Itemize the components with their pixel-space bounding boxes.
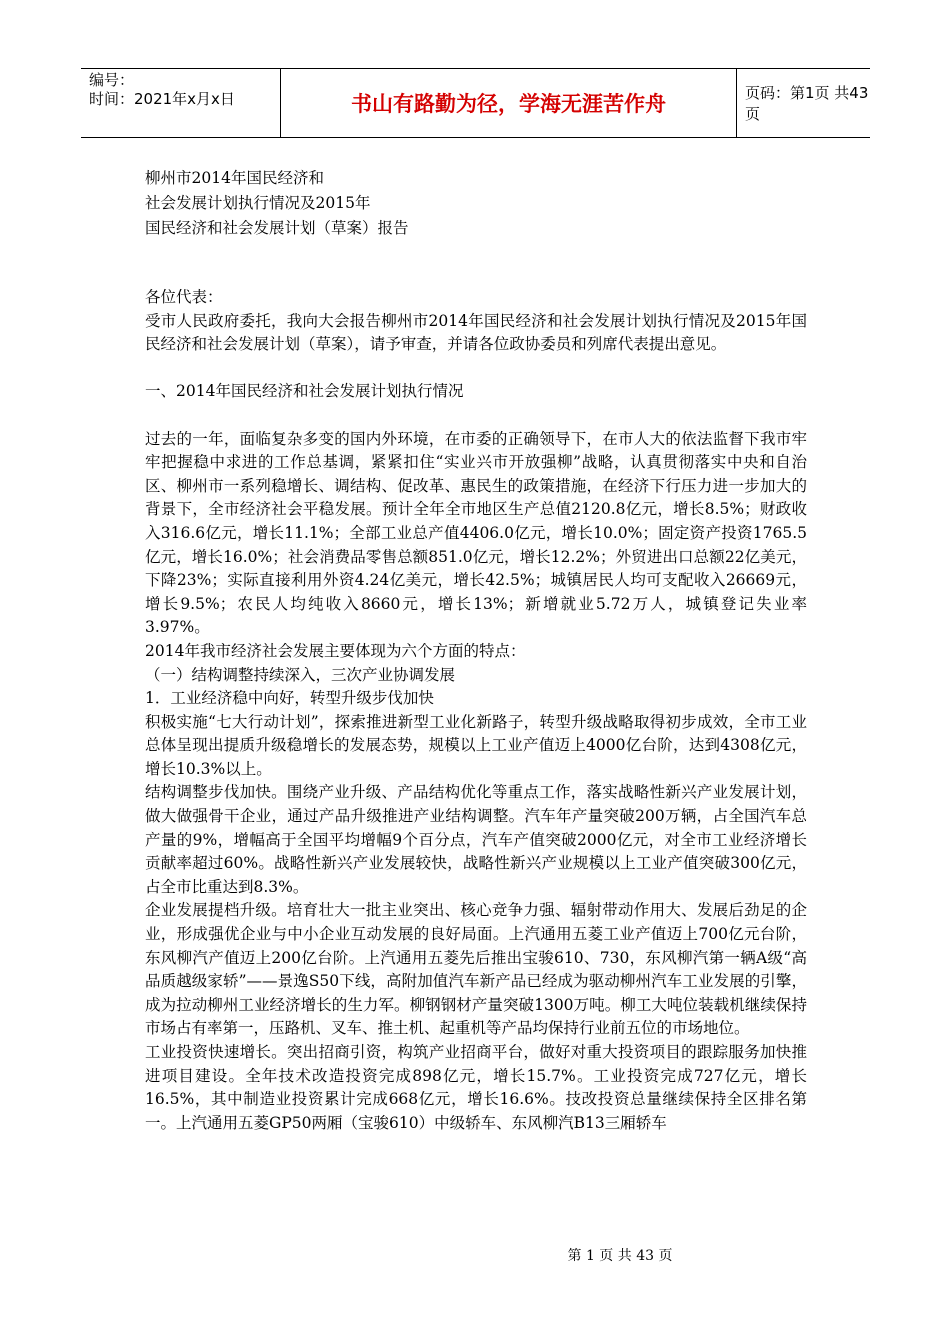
- document-time-label: 时间：2021年x月x日: [89, 90, 235, 108]
- header-motto: 书山有路勤为径，学海无涯苦作舟: [280, 69, 737, 137]
- header-meta: [81, 69, 280, 137]
- section-heading: 一、2014年国民经济和社会发展计划执行情况: [145, 382, 464, 401]
- report-body: [145, 286, 807, 1135]
- paragraph-structure: 结构调整步伐加快。围绕产业升级、产品结构优化等重点工作，落实战略性新兴产业发展计划，做大做强骨干企业，通过产品升级推进产业结构调整。汽车年产量突破200万辆，占全国汽车总产量的9%，增幅高于全国平均增幅9个百分点，汽车产值突破2000亿元，对全市工业经济增长贡献率超过60%。战略性新兴产业发展较快，战略性新兴产业规模以上工业产值突破300亿元，占全市比重达到8.3%。: [145, 783, 807, 896]
- subheading-industry: 1．工业经济稳中向好，转型升级步伐加快: [145, 689, 434, 708]
- title-line-3: 国民经济和社会发展计划（草案）报告: [145, 219, 409, 237]
- page-footer: 第 1 页 共 43 页: [567, 1248, 673, 1264]
- paragraph-overview: 过去的一年，面临复杂多变的国内外环境，在市委的正确领导下，在市人大的依法监督下我市牢牢把握稳中求进的工作总基调，紧紧扣住“实业兴市开放强柳”战略，认真贯彻落实中央和自治区、柳州市一系列稳增长、调结构、促改革、惠民生的政策措施，在经济下行压力进一步加大的背景下，全市经济社会平稳发展。预计全年全市地区生产总值2120.8亿元，增长8.5%；财政收入316.6亿元，增长11.1%；全部工业总产值4406.0亿元，增长10.0%；固定资产投资1765.5亿元，增长16.0%；社会消费品零售总额851.0亿元，增长12.2%；外贸进出口总额22亿美元，下降23%；实际直接利用外资4.24亿美元，增长42.5%；城镇居民人均可支配收入26669元，增长9.5%；农民人均纯收入8660元，增长13%；新增就业5.72万人，城镇登记失业率3.97%。: [145, 429, 807, 637]
- title-line-1: 柳州市2014年国民经济和: [145, 169, 324, 187]
- paragraph-enterprise: 企业发展提档升级。培育壮大一批主业突出、核心竞争力强、辐射带动作用大、发展后劲足的企业，形成强优企业与中小企业互动发展的良好局面。上汽通用五菱工业产值迈上700亿元台阶，东风柳汽产值迈上200亿台阶。上汽通用五菱先后推出宝骏610、730，东风柳汽第一辆A级“高品质越级家轿”——景逸S50下线，高附加值汽车新产品已经成为驱动柳州汽车工业发展的引擎，成为拉动柳州工业经济增长的生力军。柳钢钢材产量突破1300万吨。柳工大吨位装载机继续保持市场占有率第一，压路机、叉车、推土机、起重机等产品均保持行业前五位的市场地位。: [145, 901, 807, 1038]
- title-line-2: 社会发展计划执行情况及2015年: [145, 194, 371, 212]
- header-page-info: 页码：第1页 共43页: [745, 84, 869, 123]
- intro-paragraph: 受市人民政府委托，我向大会报告柳州市2014年国民经济和社会发展计划执行情况及2015年国民经济和社会发展计划（草案），请予审查，并请各位政协委员和列席代表提出意见。: [145, 311, 807, 354]
- paragraph-industry: 积极实施“七大行动计划”，探索推进新型工业化新路子，转型升级战略取得初步成效，全市工业总体呈现出提质升级稳增长的发展态势，规模以上工业产值迈上4000亿台阶，达到4308亿元，增长10.3%以上。: [145, 712, 807, 778]
- paragraph-investment: 工业投资快速增长。突出招商引资，构筑产业招商平台，做好对重大投资项目的跟踪服务加快推进项目建设。全年技术改造投资完成898亿元，增长15.7%。工业投资完成727亿元，增长16.5%，其中制造业投资累计完成668亿元，增长16.6%。技改投资总量继续保持全区排名第一。上汽通用五菱GP50两厢（宝骏610）中级轿车、东风柳汽B13三厢轿车: [145, 1043, 807, 1132]
- salutation: 各位代表：: [145, 288, 223, 306]
- paragraph-features: 2014年我市经济社会发展主要体现为六个方面的特点：: [145, 641, 526, 660]
- report-title: [145, 166, 409, 241]
- document-header: [81, 68, 870, 138]
- subheading-structure: （一）结构调整持续深入，三次产业协调发展: [145, 665, 456, 684]
- document-number-label: 编号：: [89, 71, 135, 89]
